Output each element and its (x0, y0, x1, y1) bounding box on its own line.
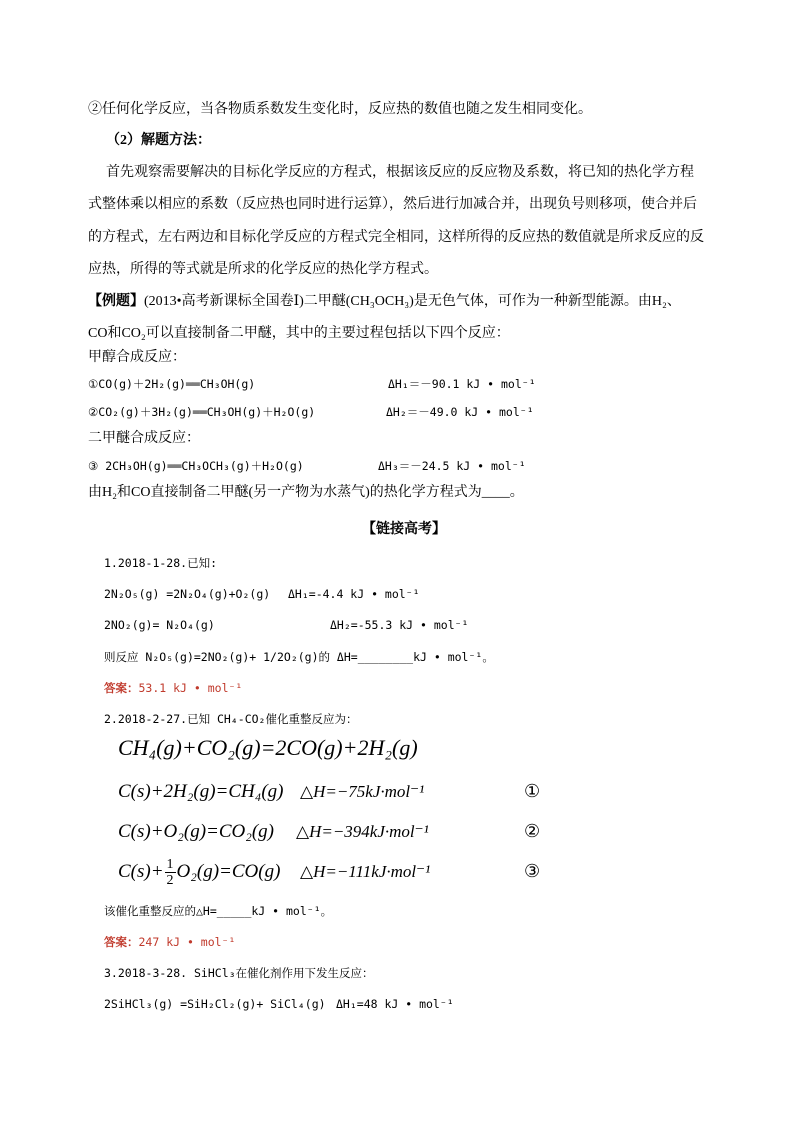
answer-value: 53.1 kJ • mol⁻¹ (138, 681, 243, 695)
reaction-marker: ① (524, 781, 541, 802)
fraction-numerator: 1 (166, 857, 174, 873)
reaction-enthalpy: ΔH₃＝－24.5 kJ • mol⁻¹ (378, 459, 526, 473)
method-paragraph-line: 的方程式，左右两边和目标化学反应的方程式完全相同，这样所得的反应热的数值就是所求反应的反 (88, 230, 704, 245)
example-reaction-3 (0, 457, 794, 475)
q1-answer (104, 679, 242, 697)
q1-title: 1.2018-1-28.已知: (104, 556, 218, 570)
example-intro-line: CO和CO₂可以直接制备二甲醚，其中的主要过程包括以下四个反应： (88, 326, 510, 341)
reaction-marker: ③ (524, 861, 541, 882)
method-paragraph-line: 应热，所得的等式就是所求的化学反应的热化学方程式。 (88, 262, 438, 277)
reaction-enthalpy: ΔH₂=-55.3 kJ • mol⁻¹ (330, 618, 469, 632)
q2-question: 该催化重整反应的△H=_____kJ • mol⁻¹。 (104, 904, 333, 918)
q1-question: 则反应 N₂O₅(g)=2NO₂(g)+ 1/2O₂(g)的 ΔH=________kJ • mol⁻¹。 (104, 650, 494, 664)
reaction-enthalpy: ΔH₁=48 kJ • mol⁻¹ (336, 997, 454, 1011)
q1-reaction-1 (0, 585, 794, 603)
fraction-half (165, 857, 176, 888)
method-paragraph-line: 首先观察需要解决的目标化学反应的方程式，根据该反应的反应物及系数，将已知的热化学方程 (106, 165, 694, 180)
reaction-equation: C(s)+O₂(g)=CO₂(g) (118, 821, 274, 842)
reaction-equation (118, 852, 280, 892)
example-reaction-1 (0, 375, 794, 393)
answer-label: 答案： (104, 935, 139, 949)
reaction-equation: ③ 2CH₃OH(g)══CH₃OCH₃(g)＋H₂O(g) (88, 459, 304, 473)
methanol-heading: 甲醇合成反应： (88, 350, 186, 365)
fraction-denominator: 2 (166, 873, 174, 889)
rule-2-text: ②任何化学反应，当各物质系数发生变化时，反应热的数值也随之发生相同变化。 (88, 102, 592, 117)
q2-reaction-3 (0, 852, 794, 892)
q2-title: 2.2018-2-27.已知 CH₄-CO₂催化重整反应为： (104, 712, 358, 726)
equation-pre: C(s)+ (118, 861, 164, 882)
equation-post: O₂(g)=CO(g) (176, 861, 281, 882)
reaction-enthalpy: ΔH₂＝－49.0 kJ • mol⁻¹ (386, 405, 534, 419)
reaction-enthalpy: △H=−111kJ·mol⁻¹ (300, 862, 431, 881)
example-reaction-2 (0, 403, 794, 421)
reaction-equation: ②CO₂(g)＋3H₂(g)══CH₃OH(g)＋H₂O(g) (88, 405, 316, 419)
q2-reaction-2 (0, 818, 794, 846)
method-paragraph-line: 式整体乘以相应的系数（反应热也同时进行运算），然后进行加减合并，出现负号则移项，使合并后 (88, 197, 697, 212)
reaction-enthalpy: ΔH₁=-4.4 kJ • mol⁻¹ (288, 587, 420, 601)
method-heading: （2）解题方法： (106, 133, 211, 148)
reaction-equation: ①CO(g)＋2H₂(g)══CH₃OH(g) (88, 377, 256, 391)
links-heading: 【链接高考】 (362, 522, 446, 537)
q2-answer (104, 933, 235, 951)
q1-reaction-2 (0, 616, 794, 634)
reaction-marker: ② (524, 821, 541, 842)
reaction-equation: 2SiHCl₃(g) =SiH₂Cl₂(g)+ SiCl₄(g) (104, 997, 326, 1011)
ether-heading: 二甲醚合成反应： (88, 431, 200, 446)
target-equation-text: CH₄(g)+CO₂(g)=2CO(g)+2H₂(g) (118, 735, 418, 760)
reaction-enthalpy: △H=−75kJ·mol⁻¹ (300, 782, 425, 801)
q2-target-equation (0, 734, 794, 762)
reaction-equation: C(s)+2H₂(g)=CH₄(g) (118, 781, 284, 802)
reaction-equation: 2NO₂(g)= N₂O₄(g) (104, 618, 215, 632)
reaction-enthalpy: △H=−394kJ·mol⁻¹ (296, 822, 429, 841)
q2-reaction-1 (0, 778, 794, 806)
reaction-equation: 2N₂O₅(g) =2N₂O₄(g)+O₂(g) (104, 587, 271, 601)
example-intro-text: (2013•高考新课标全国卷Ⅰ)二甲醚(CH₃OCH₃)是无色气体，可作为一种新型能源。由H₂、 (144, 294, 681, 309)
answer-value: 247 kJ • mol⁻¹ (138, 935, 236, 949)
reaction-enthalpy: ΔH₁＝－90.1 kJ • mol⁻¹ (388, 377, 536, 391)
q3-reaction-1 (0, 995, 794, 1013)
q3-title: 3.2018-3-28. SiHCl₃在催化剂作用下发生反应： (104, 966, 374, 980)
example-intro-line (88, 293, 681, 311)
example-question: 由H₂和CO直接制备二甲醚(另一产物为水蒸气)的热化学方程式为____。 (88, 485, 524, 500)
example-label: 【例题】 (88, 294, 144, 309)
answer-label: 答案： (104, 681, 139, 695)
